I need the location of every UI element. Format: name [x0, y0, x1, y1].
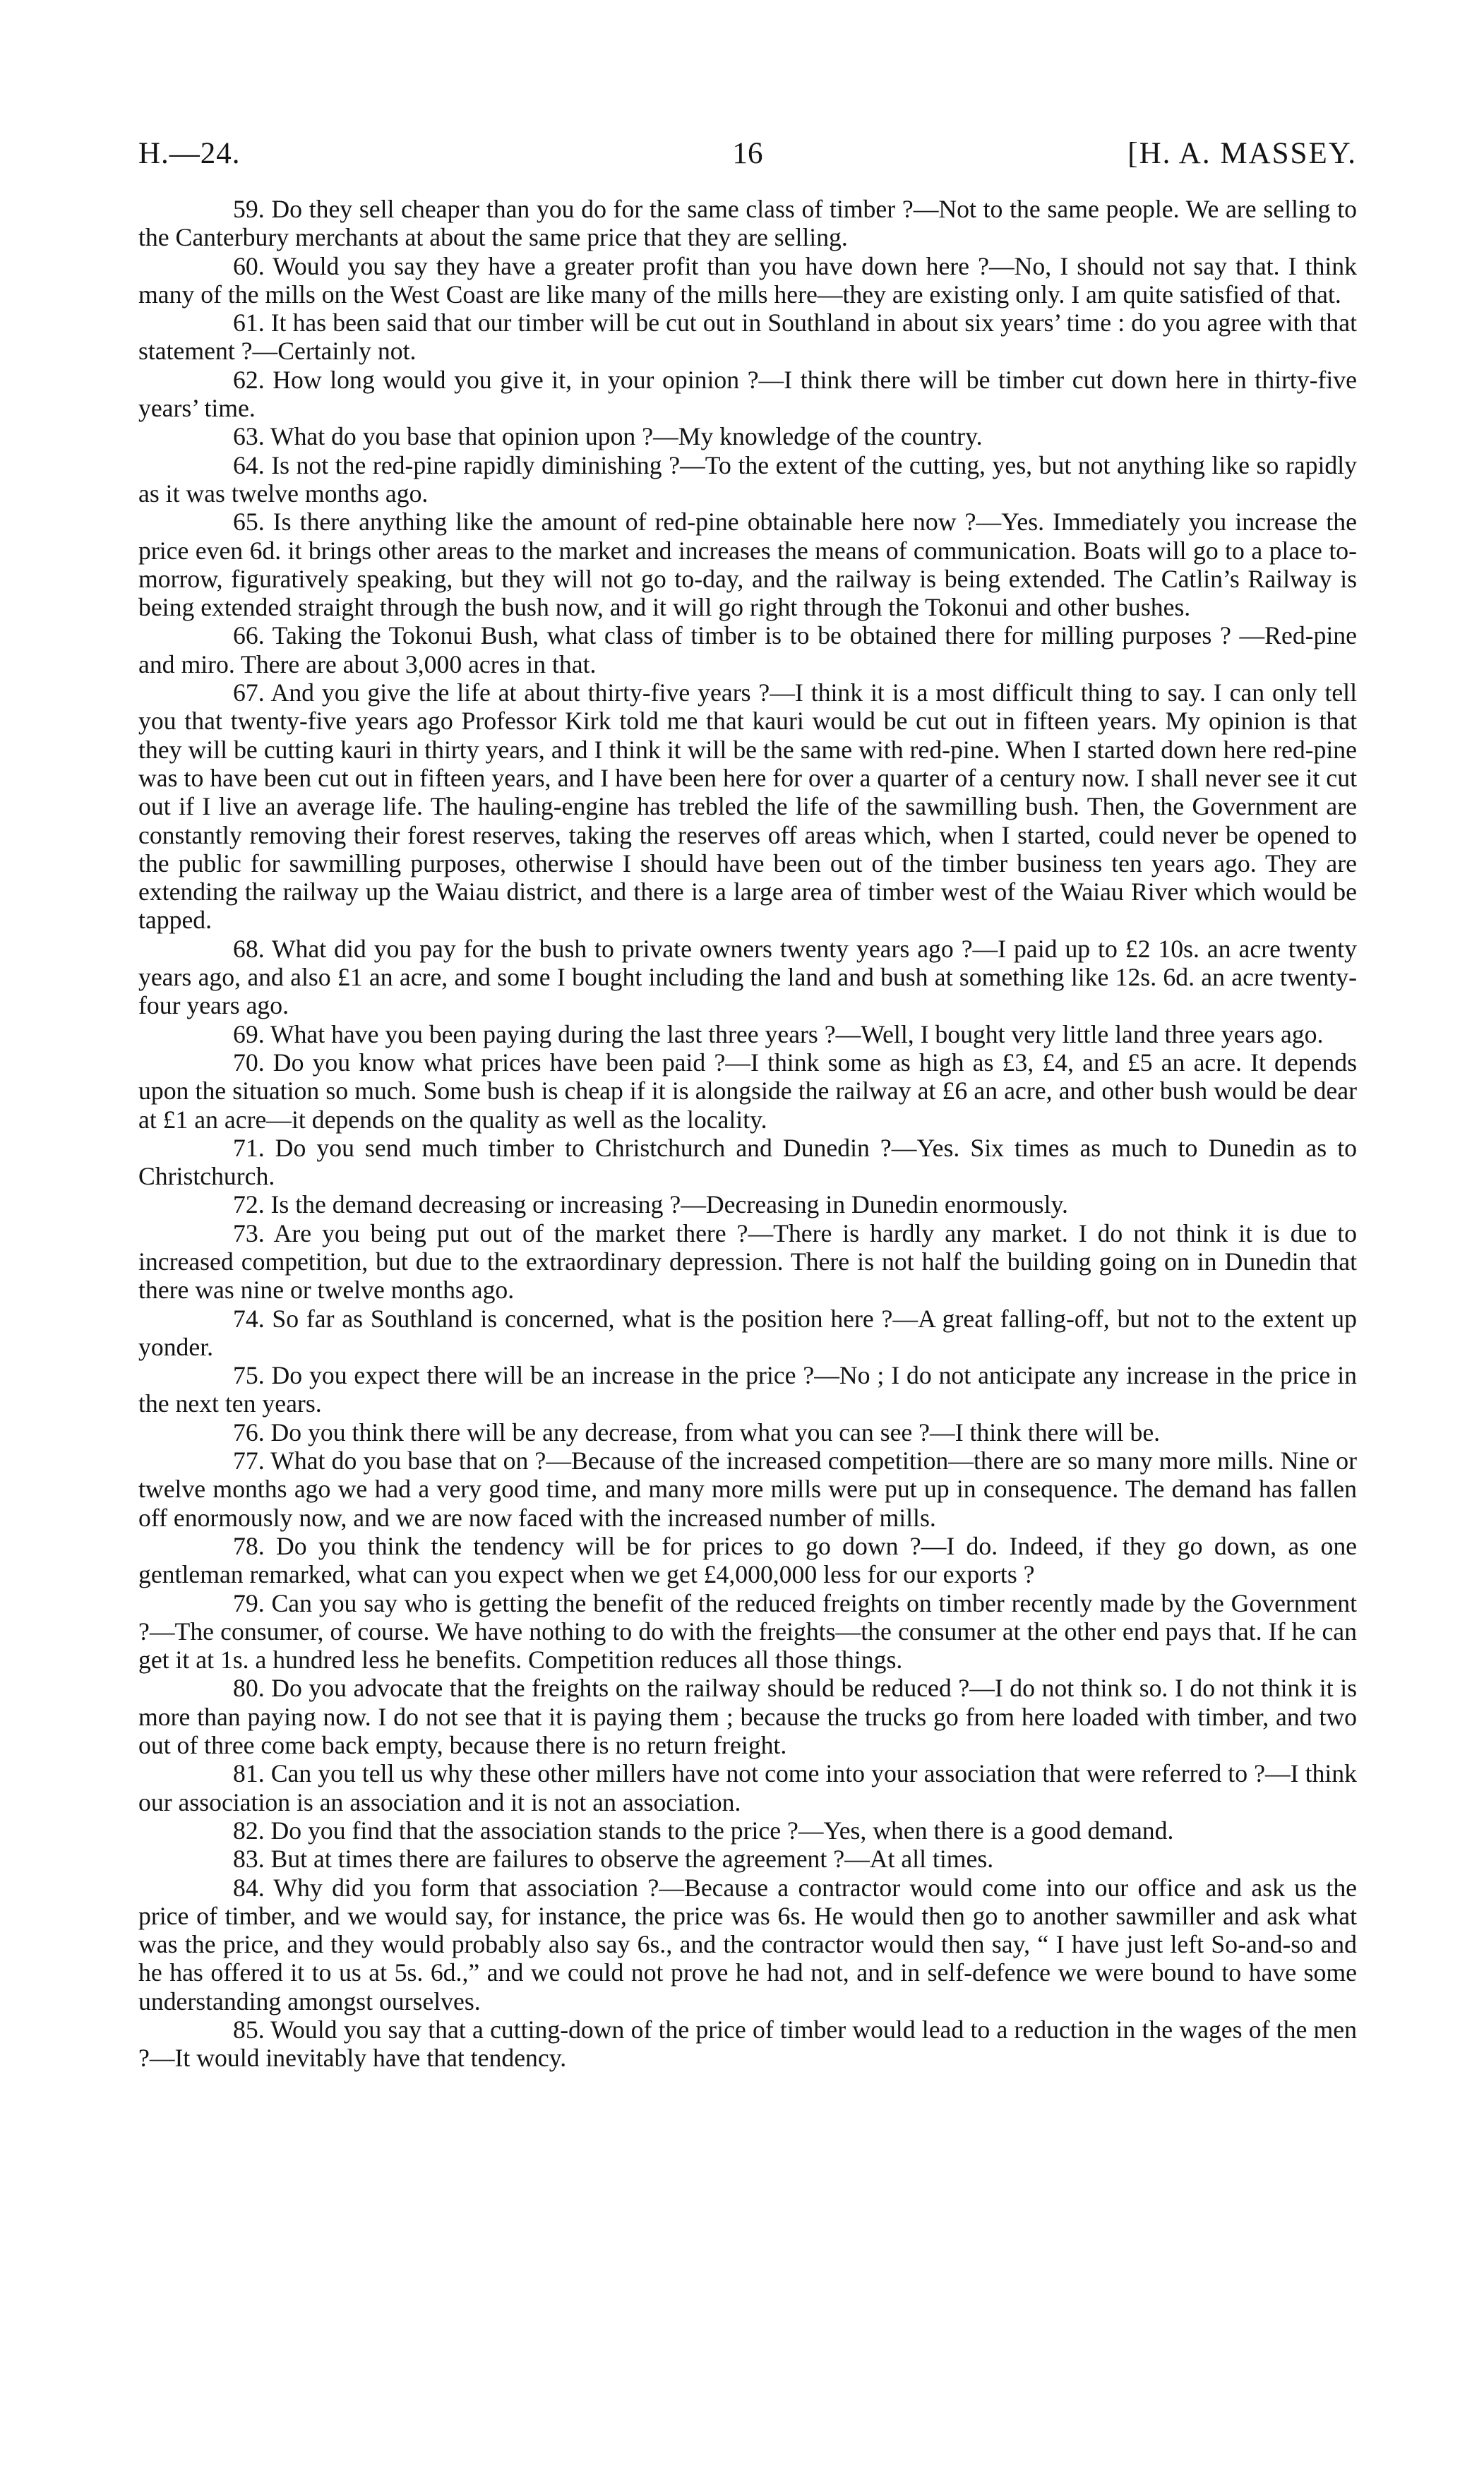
question-61: 61. It has been said that our timber will be cut out in Southland in about six years’ time : do you agree with that statement ?—Certainly not.	[138, 308, 1357, 366]
question-81: 81. Can you tell us why these other millers have not come into your association that were referred to ?—I think our association is an association and it is not an association.	[138, 1759, 1357, 1816]
document-reference: H.—24.	[138, 137, 241, 170]
question-74: 74. So far as Southland is concerned, what is the position here ?—A great falling-off, but not to the extent up yonder.	[138, 1304, 1357, 1361]
question-67: 67. And you give the life at about thirty-five years ?—I think it is a most difficult thing to say. I can only tell you that twenty-five years ago Professor Kirk told me that kauri would be cut out in fifteen years. My opinion is that they will be cutting kauri in thirty years, and I think it will be the same with red-pine. When I started down here red-pine was to have been cut out in fifteen years, and I have been here for over a quarter of a century now. I shall never see it cut out if I live an average life. The hauling-engine has trebled the life of the sawmilling bush. Then, the Government are constantly removing their forest reserves, taking the reserves off areas which, when I started, could never be opened to the public for sawmilling purposes, otherwise I should have been out of the timber business ten years ago. They are extending the railway up the Waiau district, and there is a large area of timber west of the Waiau River which would be tapped.	[138, 678, 1357, 935]
question-80: 80. Do you advocate that the freights on the railway should be reduced ?—I do not think so. I do not think it is more than paying now. I do not see that it is paying them ; because the trucks go from here loaded with timber, and two out of three come back empty, because there is no return freight.	[138, 1674, 1357, 1760]
question-60: 60. Would you say they have a greater profit than you have down here ?—No, I should not say that. I think many of the mills on the West Coast are like many of the mills here—they are existing only. I am quite satisfied of that.	[138, 251, 1357, 308]
question-84: 84. Why did you form that association ?—Because a contractor would come into our office and ask us the price of timber, and we would say, for instance, the price was 6s. He would then go to another sawmiller and ask what was the price, and they would probably also say 6s., and the contractor would then say, “ I have just left So-and-so and he has offered it to us at 5s. 6d.,” and we could not prove he had not, and in self-defence we were bound to have some understanding amongst ourselves.	[138, 1873, 1357, 2015]
witness-name: [H. A. MASSEY.	[1127, 137, 1357, 170]
question-62: 62. How long would you give it, in your opinion ?—I think there will be timber cut down here in thirty-five years’ time.	[138, 365, 1357, 423]
question-68: 68. What did you pay for the bush to private owners twenty years ago ?—I paid up to £2 10s. an acre twenty years ago, and also £1 an acre, and some I bought including the land and bush at something like 12s. 6d. an acre twenty-four years ago.	[138, 934, 1357, 1020]
question-83: 83. But at times there are failures to observe the agreement ?—At all times.	[233, 1845, 994, 1874]
question-75: 75. Do you expect there will be an increase in the price ?—No ; I do not anticipate any increase in the price in the next ten years.	[138, 1361, 1357, 1418]
question-63: 63. What do you base that opinion upon ?—My knowledge of the country.	[233, 422, 983, 451]
question-77: 77. What do you base that on ?—Because of the increased competition—there are so many more mills. Nine or twelve months ago we had a very good time, and many more mills were put up in consequence. The demand has fallen off enormously now, and we are now faced with the increased number of mills.	[138, 1446, 1357, 1532]
question-70: 70. Do you know what prices have been paid ?—I think some as high as £3, £4, and £5 an acre. It depends upon the situation so much. Some bush is cheap if it is alongside the railway at £6 an acre, and other bush would be dear at £1 an acre—it depends on the quality as well as the locality.	[138, 1048, 1357, 1134]
question-78: 78. Do you think the tendency will be for prices to go down ?—I do. Indeed, if they go down, as one gentleman remarked, what can you expect when we get £4,000,000 less for our exports ?	[138, 1531, 1357, 1589]
document-body	[138, 195, 1357, 2073]
question-69: 69. What have you been paying during the last three years ?—Well, I bought very little land three years ago.	[233, 1019, 1324, 1048]
question-64: 64. Is not the red-pine rapidly diminishing ?—To the extent of the cutting, yes, but not anything like so rapidly as it was twelve months ago.	[138, 450, 1357, 508]
question-85: 85. Would you say that a cutting-down of the price of timber would lead to a reduction in the wages of the men ?—It would inevitably have that tendency.	[138, 2015, 1357, 2073]
question-66: 66. Taking the Tokonui Bush, what class of timber is to be obtained there for milling purposes ? —Red-pine and miro. There are about 3,000 acres in that.	[138, 621, 1357, 678]
page-number: 16	[732, 137, 763, 170]
question-79: 79. Can you say who is getting the benefit of the reduced freights on timber recently made by the Government ?—The consumer, of course. We have nothing to do with the freights—the consumer at the other end pays that. If he can get it at 1s. a hundred less he benefits. Competition reduces all those things.	[138, 1588, 1357, 1675]
page-header	[138, 126, 1357, 182]
question-65: 65. Is there anything like the amount of red-pine obtainable here now ?—Yes. Immediately you increase the price even 6d. it brings other areas to the market and increases the means of communication. Boats will go to a place to-morrow, figuratively speaking, but they will not go to-day, and the railway is being extended. The Catlin’s Railway is being extended straight through the bush now, and it will go right through the Tokonui and other bushes.	[138, 508, 1357, 622]
question-73: 73. Are you being put out of the market there ?—There is hardly any market. I do not think it is due to increased competition, but due to the extraordinary depression. There is not half the building going on in Dunedin that there was nine or twelve months ago.	[138, 1218, 1357, 1305]
question-76: 76. Do you think there will be any decrease, from what you can see ?—I think there will be.	[233, 1418, 1161, 1446]
question-72: 72. Is the demand decreasing or increasing ?—Decreasing in Dunedin enormously.	[233, 1190, 1068, 1219]
question-82: 82. Do you find that the association stands to the price ?—Yes, when there is a good demand.	[233, 1816, 1174, 1845]
question-59: 59. Do they sell cheaper than you do for the same class of timber ?—Not to the same people. We are selling to the Canterbury merchants at about the same price that they are selling.	[138, 195, 1357, 252]
question-71: 71. Do you send much timber to Christchurch and Dunedin ?—Yes. Six times as much to Dunedin as to Christchurch.	[138, 1133, 1357, 1191]
